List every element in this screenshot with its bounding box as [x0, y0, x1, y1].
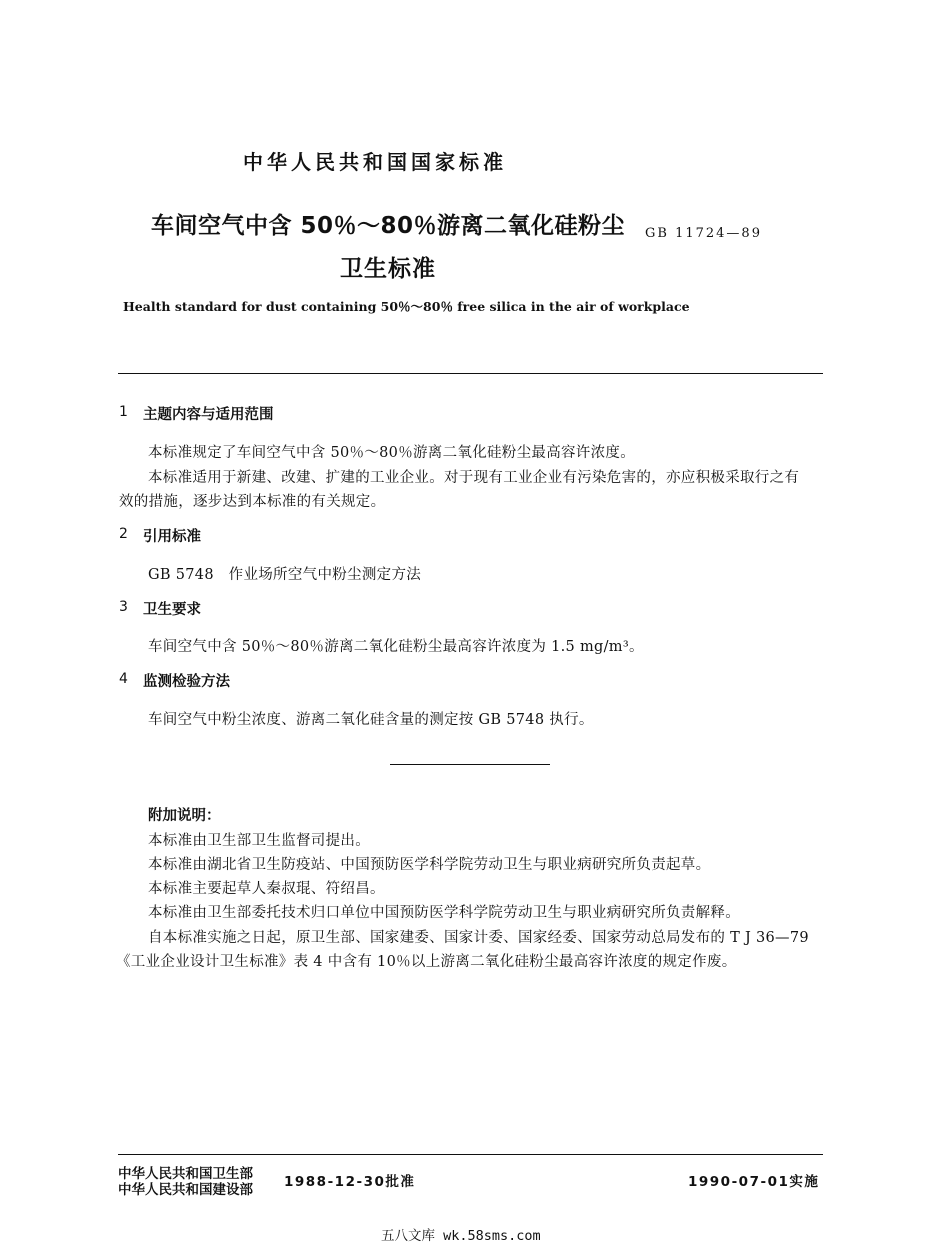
header-divider — [118, 373, 823, 374]
notes-line-3: 本标准主要起草人秦叔琨、符绍昌。 — [148, 881, 385, 897]
section-2-number: 2 — [119, 526, 128, 542]
section-3-paragraph-1: 车间空气中含 50％～80％游离二氧化硅粉尘最高容许浓度为 1.5 mg/m³。 — [148, 639, 644, 655]
section-4-number: 4 — [119, 671, 128, 687]
section-4-heading: 监测检验方法 — [143, 674, 230, 690]
notes-line-6: 《工业企业设计卫生标准》表 4 中含有 10％以上游离二氧化硅粉尘最高容许浓度的规定作废。 — [116, 954, 737, 970]
section-2-paragraph-1: GB 5748 作业场所空气中粉尘测定方法 — [148, 567, 422, 583]
section-3-number: 3 — [119, 599, 128, 615]
effective-date: 1990-07-01实施 — [688, 1174, 820, 1190]
notes-line-1: 本标准由卫生部卫生监督司提出。 — [148, 833, 370, 849]
standard-title-line2: 卫生标准 — [340, 256, 436, 282]
standard-code: GB 11724—89 — [645, 226, 762, 241]
end-of-text-divider — [390, 764, 550, 765]
standard-title-line1: 车间空气中含 50％～80％游离二氧化硅粉尘 — [151, 213, 626, 239]
watermark-text: 五八文库 wk.58sms.com — [381, 1228, 541, 1244]
section-3-heading: 卫生要求 — [143, 602, 201, 618]
approval-date: 1988-12-30批准 — [284, 1174, 416, 1190]
notes-line-4: 本标准由卫生部委托技术归口单位中国预防医学科学院劳动卫生与职业病研究所负责解释。 — [148, 905, 740, 921]
footer-divider — [118, 1154, 823, 1155]
section-1-paragraph-3: 效的措施，逐步达到本标准的有关规定。 — [119, 494, 386, 510]
section-1-heading: 主题内容与适用范围 — [143, 407, 274, 423]
notes-line-2: 本标准由湖北省卫生防疫站、中国预防医学科学院劳动卫生与职业病研究所负责起草。 — [148, 857, 711, 873]
section-1-paragraph-1: 本标准规定了车间空气中含 50％～80％游离二氧化硅粉尘最高容许浓度。 — [148, 445, 636, 461]
section-4-paragraph-1: 车间空气中粉尘浓度、游离二氧化硅含量的测定按 GB 5748 执行。 — [148, 712, 594, 728]
section-1-number: 1 — [119, 404, 128, 420]
notes-heading: 附加说明： — [148, 808, 221, 824]
notes-line-5: 自本标准实施之日起，原卫生部、国家建委、国家计委、国家经委、国家劳动总局发布的 T J 36—79 — [148, 930, 809, 946]
issuer-ministry-of-construction: 中华人民共和国建设部 — [118, 1182, 253, 1198]
issuing-body-title: 中华人民共和国国家标准 — [243, 150, 507, 174]
section-1-paragraph-2: 本标准适用于新建、改建、扩建的工业企业。对于现有工业企业有污染危害的，亦应积极采取行之有 — [148, 470, 800, 486]
english-title: Health standard for dust containing 50％～80％ free silica in the air of workplace — [123, 299, 690, 314]
section-2-heading: 引用标准 — [143, 529, 201, 545]
issuer-ministry-of-health: 中华人民共和国卫生部 — [118, 1166, 253, 1182]
